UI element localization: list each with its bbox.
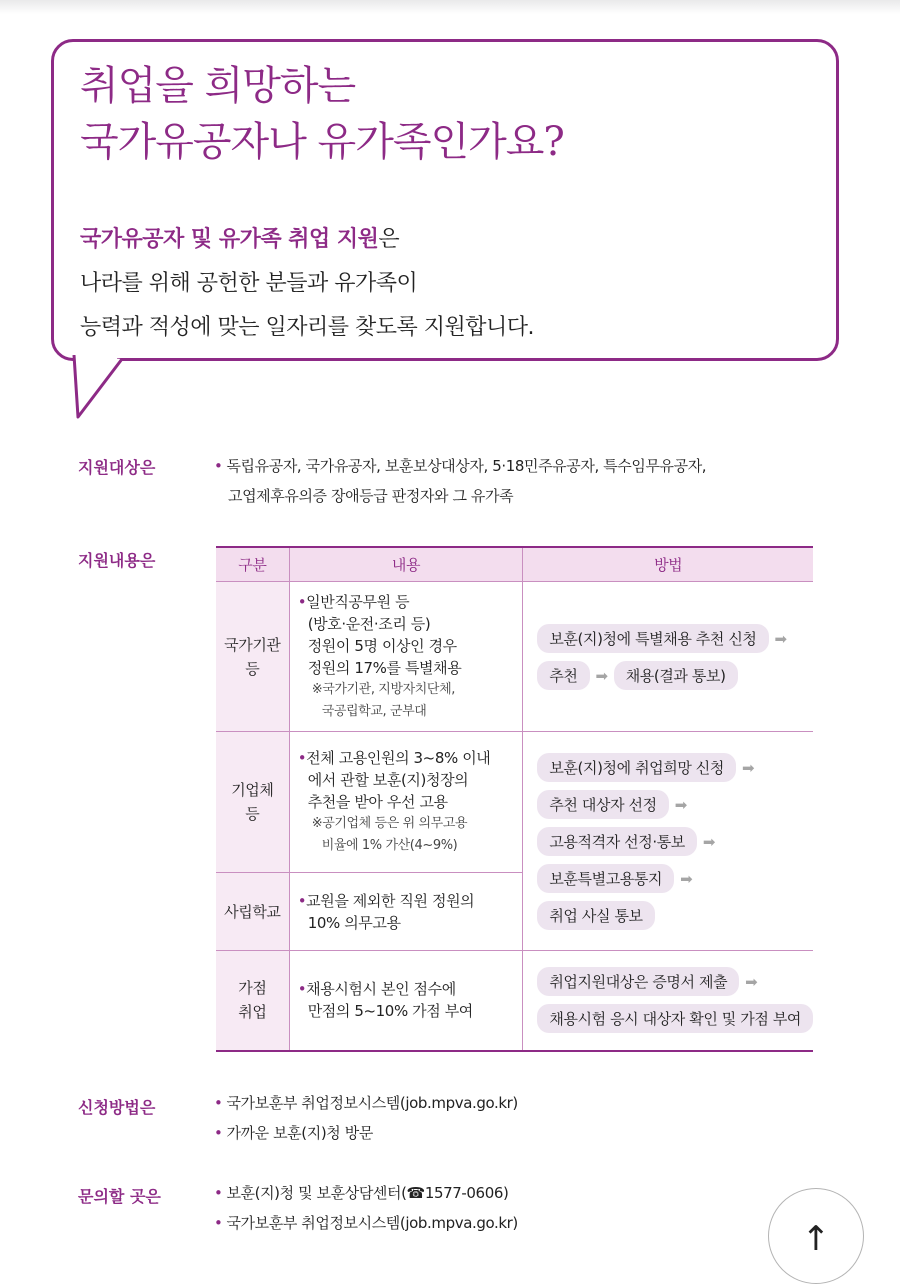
table-header-row bbox=[216, 547, 813, 582]
note-text: ※공기업체 등은 위 의무고용 bbox=[311, 816, 468, 831]
content-text: 에서 관할 보훈(지)청장의 bbox=[307, 771, 469, 789]
content-text: 일반직공무원 등 bbox=[306, 592, 410, 611]
arrow-right-icon: ➡ bbox=[680, 869, 693, 888]
method-cell bbox=[523, 951, 813, 1051]
content-text: (방호·운전·조리 등) bbox=[307, 614, 431, 633]
apply-item: 가까운 보훈(지)청 방문 bbox=[226, 1124, 373, 1142]
method-step: 취업지원대상은 증명서 제출 bbox=[537, 967, 739, 996]
content-text: 채용시험시 본인 점수에 bbox=[306, 980, 456, 999]
content-cell bbox=[289, 951, 523, 1051]
support-table bbox=[216, 546, 813, 1052]
category-text: 등 bbox=[245, 659, 260, 678]
arrow-right-icon: ➡ bbox=[774, 629, 787, 648]
content-text: 10% 의무고용 bbox=[307, 913, 401, 932]
title-line-1: 취업을 희망하는 bbox=[80, 63, 356, 109]
method-step: 추천 bbox=[537, 661, 589, 690]
method-step: 채용시험 응시 대상자 확인 및 가점 부여 bbox=[537, 1004, 813, 1033]
title-line-2: 국가유공자나 유가족인가요? bbox=[80, 119, 564, 165]
intro-line-2: 나라를 위해 공헌한 분들과 유가족이 bbox=[80, 271, 418, 296]
intro-text bbox=[80, 218, 534, 350]
method-step: 보훈(지)청에 특별채용 추천 신청 bbox=[537, 624, 768, 653]
bullet-icon: • bbox=[214, 1184, 223, 1202]
speech-bubble-tail bbox=[60, 355, 130, 425]
method-cell bbox=[523, 582, 813, 732]
category-text: 사립학교 bbox=[224, 902, 281, 921]
bullet-icon: • bbox=[214, 1214, 223, 1232]
category-text: 취업 bbox=[238, 1003, 267, 1022]
category-cell bbox=[216, 732, 289, 873]
arrow-right-icon: ➡ bbox=[702, 832, 716, 851]
category-text: 가점 bbox=[238, 979, 267, 998]
arrow-right-icon: ➡ bbox=[745, 973, 758, 992]
contact-list bbox=[214, 1178, 518, 1238]
method-step: 고용적격자 선정·통보 bbox=[537, 827, 697, 856]
target-line-2: 고엽제후유의증 장애등급 판정자와 그 유가족 bbox=[228, 487, 514, 505]
header-category: 구분 bbox=[216, 547, 289, 582]
arrow-up-icon: ↑ bbox=[801, 1219, 831, 1259]
contact-item: 국가보훈부 취업정보시스템(job.mpva.go.kr) bbox=[226, 1214, 518, 1232]
arrow-right-icon: ➡ bbox=[595, 666, 608, 685]
target-label: 지원대상은 bbox=[78, 458, 156, 477]
content-text: 정원의 17%를 특별채용 bbox=[307, 658, 462, 677]
target-list bbox=[214, 451, 706, 511]
bullet-icon: • bbox=[297, 980, 307, 999]
contact-label: 문의할 곳은 bbox=[78, 1187, 161, 1206]
category-text: 국가기관 bbox=[224, 635, 281, 654]
method-step: 취업 사실 통보 bbox=[537, 901, 654, 930]
bullet-icon: • bbox=[214, 1124, 223, 1142]
header-content: 내용 bbox=[289, 547, 523, 582]
table-row bbox=[216, 732, 813, 873]
content-cell bbox=[289, 732, 523, 873]
method-step: 채용(결과 통보) bbox=[614, 661, 738, 690]
content-text: 추천을 받아 우선 고용 bbox=[307, 793, 448, 811]
intro-highlight-suffix: 은 bbox=[378, 227, 400, 252]
method-step: 보훈(지)청에 취업희망 신청 bbox=[537, 753, 736, 782]
top-strip bbox=[0, 0, 900, 14]
table-row bbox=[216, 951, 813, 1051]
bullet-icon: • bbox=[297, 749, 307, 767]
method-cell bbox=[523, 732, 813, 951]
content-text: 만점의 5~10% 가점 부여 bbox=[307, 1002, 473, 1021]
category-cell bbox=[216, 873, 289, 951]
content-text: 전체 고용인원의 3~8% 이내 bbox=[306, 749, 491, 767]
category-cell bbox=[216, 951, 289, 1051]
bullet-icon: • bbox=[214, 1094, 223, 1112]
target-line-1: 독립유공자, 국가유공자, 보훈보상대상자, 5·18민주유공자, 특수임무유공자, bbox=[226, 457, 707, 475]
category-text: 기업체 bbox=[231, 781, 274, 799]
apply-list bbox=[214, 1088, 518, 1148]
content-text: 정원이 5명 이상인 경우 bbox=[307, 636, 457, 655]
arrow-right-icon: ➡ bbox=[741, 758, 755, 777]
bullet-icon: • bbox=[297, 592, 307, 611]
bullet-icon: • bbox=[214, 457, 223, 475]
intro-line-3: 능력과 적성에 맞는 일자리를 찾도록 지원합니다. bbox=[80, 315, 535, 340]
contact-item: 보훈(지)청 및 보훈상담센터(☎1577-0606) bbox=[226, 1184, 509, 1202]
note-text: 국공립학교, 군부대 bbox=[321, 703, 427, 719]
bullet-icon: • bbox=[297, 891, 307, 910]
content-cell bbox=[289, 582, 523, 732]
note-text: ※국가기관, 지방자치단체, bbox=[311, 681, 455, 697]
method-step: 보훈특별고용통지 bbox=[537, 864, 674, 893]
header-method: 방법 bbox=[523, 547, 813, 582]
apply-item: 국가보훈부 취업정보시스템(job.mpva.go.kr) bbox=[226, 1094, 518, 1112]
content-text: 교원을 제외한 직원 정원의 bbox=[306, 891, 475, 910]
page-title bbox=[80, 58, 564, 170]
intro-highlight: 국가유공자 및 유가족 취업 지원 bbox=[80, 227, 379, 252]
apply-label: 신청방법은 bbox=[78, 1098, 156, 1117]
content-label: 지원내용은 bbox=[78, 551, 156, 570]
table-row bbox=[216, 582, 813, 732]
arrow-right-icon: ➡ bbox=[674, 795, 687, 814]
content-cell bbox=[289, 873, 523, 951]
category-text: 등 bbox=[245, 805, 260, 823]
category-cell bbox=[216, 582, 289, 732]
method-step: 추천 대상자 선정 bbox=[537, 790, 668, 819]
note-text: 비율에 1% 가산(4~9%) bbox=[321, 838, 458, 853]
